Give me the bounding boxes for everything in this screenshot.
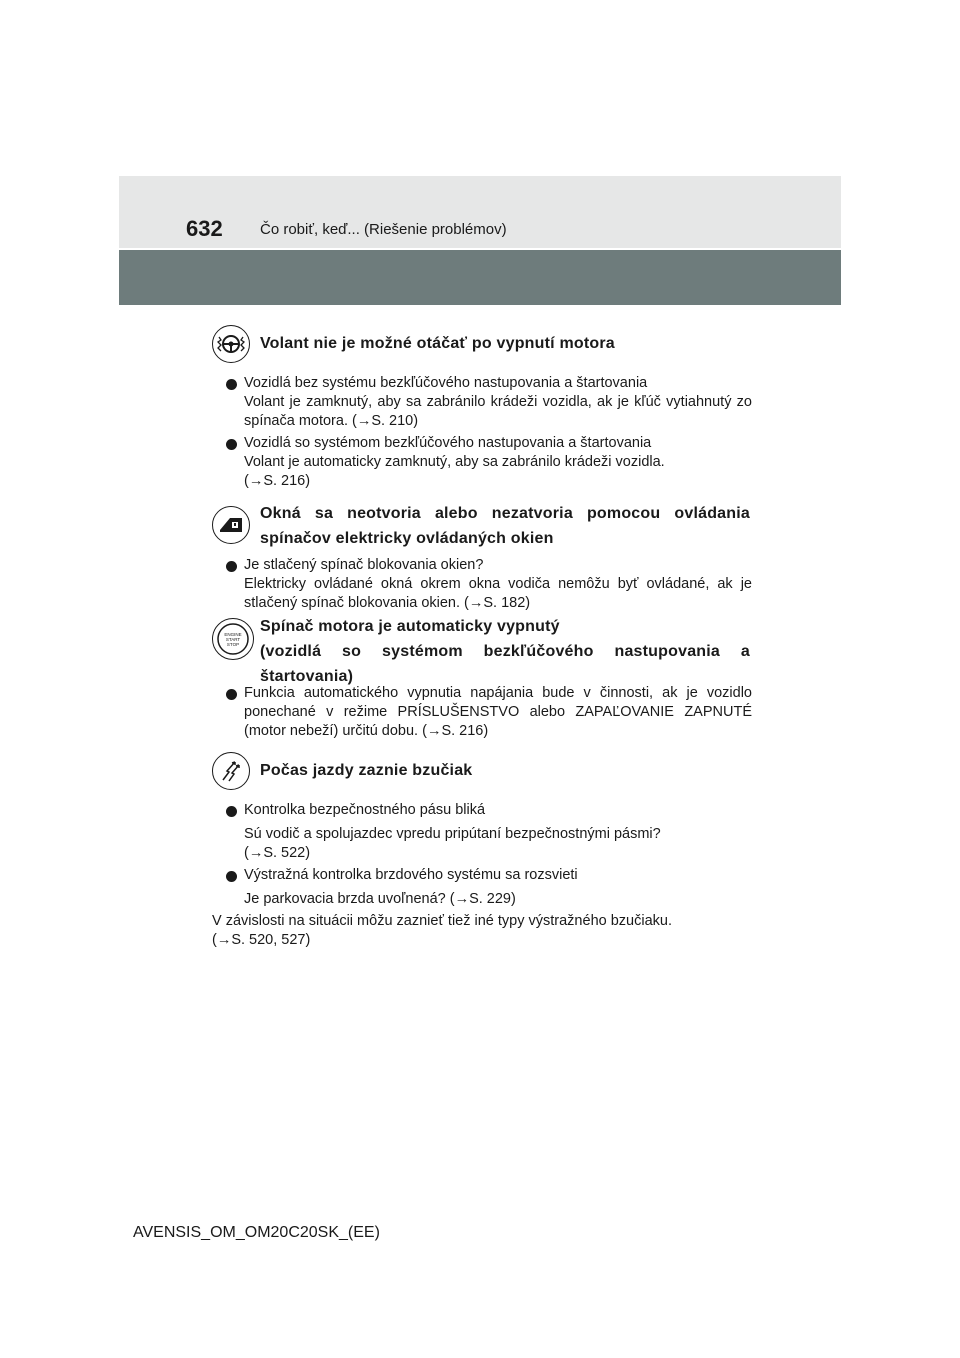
section-band xyxy=(119,250,841,305)
bullet-icon xyxy=(226,439,237,450)
list-item-text: Kontrolka bezpečnostného pásu bliká xyxy=(244,802,486,818)
bullet-icon xyxy=(226,871,237,882)
list-item xyxy=(212,684,752,741)
bullet-icon xyxy=(226,689,237,700)
section-title: Počas jazdy zaznie bzučiak xyxy=(260,762,473,779)
bullet-icon xyxy=(226,561,237,572)
svg-text:ENGINE: ENGINE xyxy=(224,632,242,637)
bullet-icon xyxy=(226,806,237,817)
svg-text:STOP: STOP xyxy=(226,642,240,647)
list-item-text: Vozidlá so systémom bezkľúčového nastupovania a štartovania Volant je automaticky zamknutý, aby sa zabránilo krádeži vozidla. (→S. 216) xyxy=(244,435,665,489)
svg-text:START: START xyxy=(225,637,241,642)
list-item xyxy=(212,866,752,885)
sub-text: Sú vodič a spolujazdec vpredu pripútaní bezpečnostnými pásmi? (→S. 522) xyxy=(244,826,661,861)
section-title: Volant nie je možné otáčať po vypnutí motora xyxy=(260,335,615,352)
list-item-text: Vozidlá bez systému bezkľúčového nastupovania a štartovania Volant je zamknutý, aby sa zabránilo krádeži vozidla, ak je kľúč vytiahnutý zo spínača motora. (→S. 210) xyxy=(244,375,752,429)
list-item xyxy=(212,374,752,431)
sub-text: Je parkovacia brzda uvoľnená? (→S. 229) xyxy=(244,891,516,907)
list-item xyxy=(212,801,752,820)
steering-wheel-lock-icon xyxy=(212,325,250,363)
bullet-icon xyxy=(226,379,237,390)
engine-start-stop-icon xyxy=(212,618,254,660)
section-title: Okná sa neotvoria alebo nezatvoria pomocou ovládania spínačov elektricky ovládaných okien xyxy=(260,505,750,547)
list-item-text: Výstražná kontrolka brzdového systému sa rozsvieti xyxy=(244,867,578,883)
list-item xyxy=(212,434,752,491)
window-lock-icon xyxy=(212,506,250,544)
section-title: Spínač motora je automaticky vypnutý (vozidlá so systémom bezkľúčového nastupovania a štartovania) xyxy=(260,618,750,685)
note-text: V závislosti na situácii môžu zaznieť tiež iné typy výstražného bzučiaku. (→S. 520, 527) xyxy=(212,913,672,948)
list-item xyxy=(212,556,752,613)
footer-code: AVENSIS_OM_OM20C20SK_(EE) xyxy=(133,1224,380,1241)
buzzer-sound-icon xyxy=(212,752,250,790)
running-title: Čo robiť, keď... (Riešenie problémov) xyxy=(260,221,507,238)
list-item-text: Funkcia automatického vypnutia napájania bude v činnosti, ak je vozidlo ponechané v režime PRÍSLUŠENSTVO alebo ZAPAĽOVANIE ZAPNUTÉ (motor nebeží) určitú dobu. (→S. 216) xyxy=(244,685,752,739)
page-number: 632 xyxy=(186,216,223,241)
list-item-text: Je stlačený spínač blokovania okien? Elektricky ovládané okná okrem okna vodiča nemôžu byť ovládané, ak je stlačený spínač blokovania okien. (→S. 182) xyxy=(244,557,752,611)
